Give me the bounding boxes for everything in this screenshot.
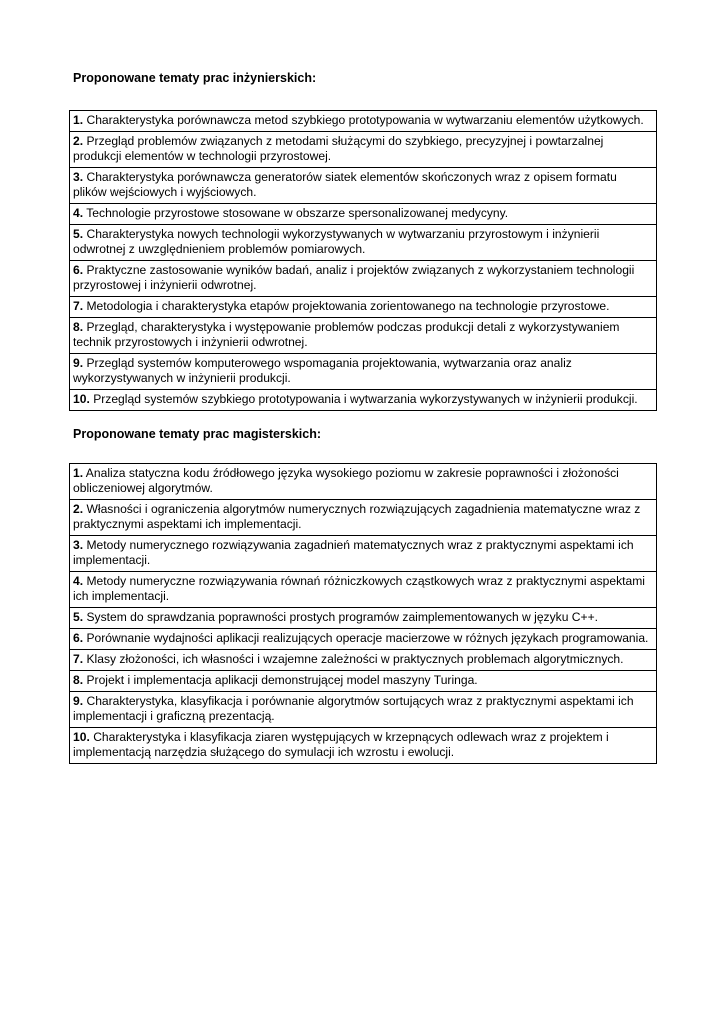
topic-text: Przegląd systemów komputerowego wspomagania projektowania, wytwarzania oraz analiz wykorzystywanych w inżynierii produkcji. (73, 356, 572, 385)
topic-text: Metody numeryczne rozwiązywania równań różniczkowych cząstkowych wraz z praktycznymi aspektami ich implementacji. (73, 574, 645, 603)
topic-cell (70, 464, 657, 500)
topic-cell (70, 608, 657, 629)
topic-cell (70, 225, 657, 261)
topic-text: Charakterystyka, klasyfikacja i porównanie algorytmów sortujących wraz z praktycznymi aspektami ich implementacji i graficzną prezentacją. (73, 694, 634, 723)
topic-number: 10. (73, 730, 90, 744)
topic-cell (70, 572, 657, 608)
topic-cell (70, 111, 657, 132)
topic-text: Charakterystyka nowych technologii wykorzystywanych w wytwarzaniu przyrostowym i inżynierii odwrotnej z uwzględnieniem problemów pomiarowych. (73, 227, 600, 256)
topic-cell (70, 728, 657, 764)
topic-cell (70, 692, 657, 728)
table-row (70, 608, 657, 629)
topic-number: 1. (73, 466, 84, 480)
topic-cell (70, 168, 657, 204)
table-row (70, 728, 657, 764)
topic-cell (70, 204, 657, 225)
table-row (70, 629, 657, 650)
topic-number: 3. (73, 170, 84, 184)
topic-number: 4. (73, 206, 84, 220)
table-row (70, 536, 657, 572)
table-row (70, 168, 657, 204)
topic-cell (70, 536, 657, 572)
topic-number: 7. (73, 652, 84, 666)
topic-number: 1. (73, 113, 84, 127)
table-row (70, 572, 657, 608)
topic-text: Charakterystyka porównawcza metod szybkiego prototypowania w wytwarzaniu elementów użytkowych. (86, 113, 644, 127)
topic-text: Projekt i implementacja aplikacji demonstrującej model maszyny Turinga. (86, 673, 478, 687)
topic-text: Klasy złożoności, ich własności i wzajemne zależności w praktycznych problemach algorytmicznych. (86, 652, 624, 666)
topic-cell (70, 650, 657, 671)
topic-number: 7. (73, 299, 84, 313)
topic-cell (70, 500, 657, 536)
table-row (70, 204, 657, 225)
topic-number: 9. (73, 356, 84, 370)
topic-cell (70, 671, 657, 692)
topic-number: 4. (73, 574, 84, 588)
topic-text: Charakterystyka i klasyfikacja ziaren występujących w krzepnących odlewach wraz z projektem i implementacją narzędzia służącego do symulacji ich wzrostu i ewolucji. (73, 730, 609, 759)
table-row (70, 464, 657, 500)
table-row (70, 318, 657, 354)
table-row (70, 225, 657, 261)
topic-number: 2. (73, 134, 84, 148)
topic-cell (70, 297, 657, 318)
topic-number: 6. (73, 263, 84, 277)
topic-number: 8. (73, 320, 84, 334)
topic-text: Charakterystyka porównawcza generatorów siatek elementów skończonych wraz z opisem formatu plików wejściowych i wyjściowych. (73, 170, 617, 199)
topic-text: Przegląd systemów szybkiego prototypowania i wytwarzania wykorzystywanych w inżynierii produkcji. (93, 392, 638, 406)
table-row (70, 390, 657, 411)
table-row (70, 671, 657, 692)
topic-text: Przegląd, charakterystyka i występowanie problemów podczas produkcji detali z wykorzystywaniem technik przyrostowych i inżynierii odwrotnej. (73, 320, 620, 349)
topic-cell (70, 629, 657, 650)
topic-number: 2. (73, 502, 84, 516)
topic-text: Analiza statyczna kodu źródłowego języka wysokiego poziomu w zakresie poprawności i złożoności obliczeniowej algorytmów. (73, 466, 619, 495)
topic-text: Porównanie wydajności aplikacji realizujących operacje macierzowe w różnych językach programowania. (86, 631, 649, 645)
table-row (70, 132, 657, 168)
table-row (70, 500, 657, 536)
table-row (70, 650, 657, 671)
masters-topics-heading: Proponowane tematy prac magisterskich: (73, 427, 321, 441)
topic-cell (70, 390, 657, 411)
topic-number: 6. (73, 631, 84, 645)
topic-number: 8. (73, 673, 84, 687)
topic-number: 3. (73, 538, 84, 552)
topic-text: Metodologia i charakterystyka etapów projektowania zorientowanego na technologie przyrostowe. (86, 299, 610, 313)
topic-cell (70, 318, 657, 354)
topic-number: 10. (73, 392, 90, 406)
table-row (70, 354, 657, 390)
topic-text: Przegląd problemów związanych z metodami służącymi do szybkiego, precyzyjnej i powtarzalnej produkcji elementów w technologii przyrostowej. (73, 134, 604, 163)
engineering-topics-heading: Proponowane tematy prac inżynierskich: (73, 71, 317, 85)
topic-text: Praktyczne zastosowanie wyników badań, analiz i projektów związanych z wykorzystaniem technologii przyrostowej i inżynierii odwrotnej. (73, 263, 635, 292)
engineering-topics-table (69, 110, 657, 411)
table-row (70, 692, 657, 728)
topic-cell (70, 354, 657, 390)
topic-cell (70, 132, 657, 168)
topic-text: Metody numerycznego rozwiązywania zagadnień matematycznych wraz z praktycznymi aspektami ich implementacji. (73, 538, 634, 567)
topic-number: 5. (73, 227, 84, 241)
topic-text: Technologie przyrostowe stosowane w obszarze spersonalizowanej medycyny. (86, 206, 509, 220)
masters-topics-table (69, 463, 657, 764)
table-row (70, 261, 657, 297)
topic-number: 5. (73, 610, 84, 624)
topic-text: System do sprawdzania poprawności prostych programów zaimplementowanych w języku C++. (86, 610, 598, 624)
table-row (70, 111, 657, 132)
topic-cell (70, 261, 657, 297)
topic-number: 9. (73, 694, 84, 708)
table-row (70, 297, 657, 318)
topic-text: Własności i ograniczenia algorytmów numerycznych rozwiązujących zagadnienia matematyczne wraz z praktycznymi aspektami ich implementacji. (73, 502, 641, 531)
